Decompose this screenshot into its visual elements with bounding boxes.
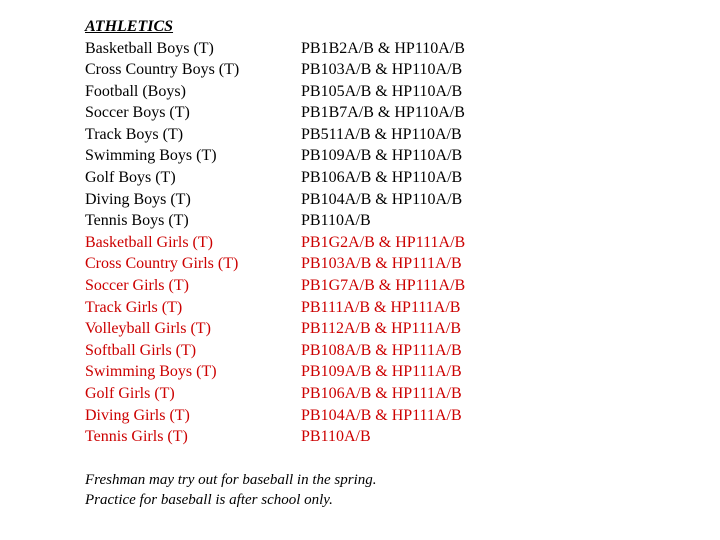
sport-name: Diving Boys (T) xyxy=(85,190,191,208)
sports-list xyxy=(85,38,239,448)
course-code: PB103A/B & HP111A/B xyxy=(301,255,462,273)
sport-name: Cross Country Boys (T) xyxy=(85,61,240,79)
course-code: PB1B2A/B & HP110A/B xyxy=(301,39,465,57)
course-code: PB112A/B & HP111A/B xyxy=(301,320,462,338)
sport-name: Softball Girls (T) xyxy=(85,341,197,359)
course-code: PB109A/B & HP111A/B xyxy=(301,363,462,381)
note-line: Practice for baseball is after school only. xyxy=(85,492,333,508)
sport-name: Basketball Boys (T) xyxy=(85,39,214,57)
sport-name: Track Girls (T) xyxy=(85,298,183,316)
note-line: Freshman may try out for baseball in the spring. xyxy=(85,472,377,488)
course-code: PB104A/B & HP110A/B xyxy=(301,190,463,208)
sport-name: Cross Country Girls (T) xyxy=(85,255,239,273)
course-code: PB110A/B xyxy=(301,428,371,446)
course-code: PB1G7A/B & HP111A/B xyxy=(301,277,466,295)
course-codes-list xyxy=(301,38,465,448)
course-code: PB104A/B & HP111A/B xyxy=(301,406,462,424)
sport-name: Swimming Boys (T) xyxy=(85,363,217,381)
sport-name: Tennis Boys (T) xyxy=(85,212,189,230)
sport-name: Track Boys (T) xyxy=(85,125,184,143)
sport-name: Tennis Girls (T) xyxy=(85,428,188,446)
course-code: PB111A/B & HP111A/B xyxy=(301,298,461,316)
sport-name: Volleyball Girls (T) xyxy=(85,320,211,338)
course-code: PB109A/B & HP110A/B xyxy=(301,147,463,165)
course-code: PB511A/B & HP110A/B xyxy=(301,125,462,143)
sport-name: Football (Boys) xyxy=(85,82,186,100)
sport-name: Swimming Boys (T) xyxy=(85,147,217,165)
baseball-note xyxy=(85,470,377,510)
sport-name: Basketball Girls (T) xyxy=(85,233,213,251)
athletics-heading: ATHLETICS xyxy=(85,18,174,35)
course-code: PB110A/B xyxy=(301,212,371,230)
sport-name: Golf Girls (T) xyxy=(85,385,175,402)
course-code: PB106A/B & HP110A/B xyxy=(301,169,463,187)
sport-name: Diving Girls (T) xyxy=(85,406,190,424)
course-code: PB103A/B & HP110A/B xyxy=(301,61,463,79)
sport-name: Golf Boys (T) xyxy=(85,169,176,187)
course-code: PB105A/B & HP110A/B xyxy=(301,82,463,100)
course-code: PB106A/B & HP111A/B xyxy=(301,385,462,402)
sport-name: Soccer Boys (T) xyxy=(85,104,190,122)
sport-name: Soccer Girls (T) xyxy=(85,277,189,295)
course-code: PB108A/B & HP111A/B xyxy=(301,341,462,359)
course-code: PB1B7A/B & HP110A/B xyxy=(301,104,465,122)
course-code: PB1G2A/B & HP111A/B xyxy=(301,233,466,251)
